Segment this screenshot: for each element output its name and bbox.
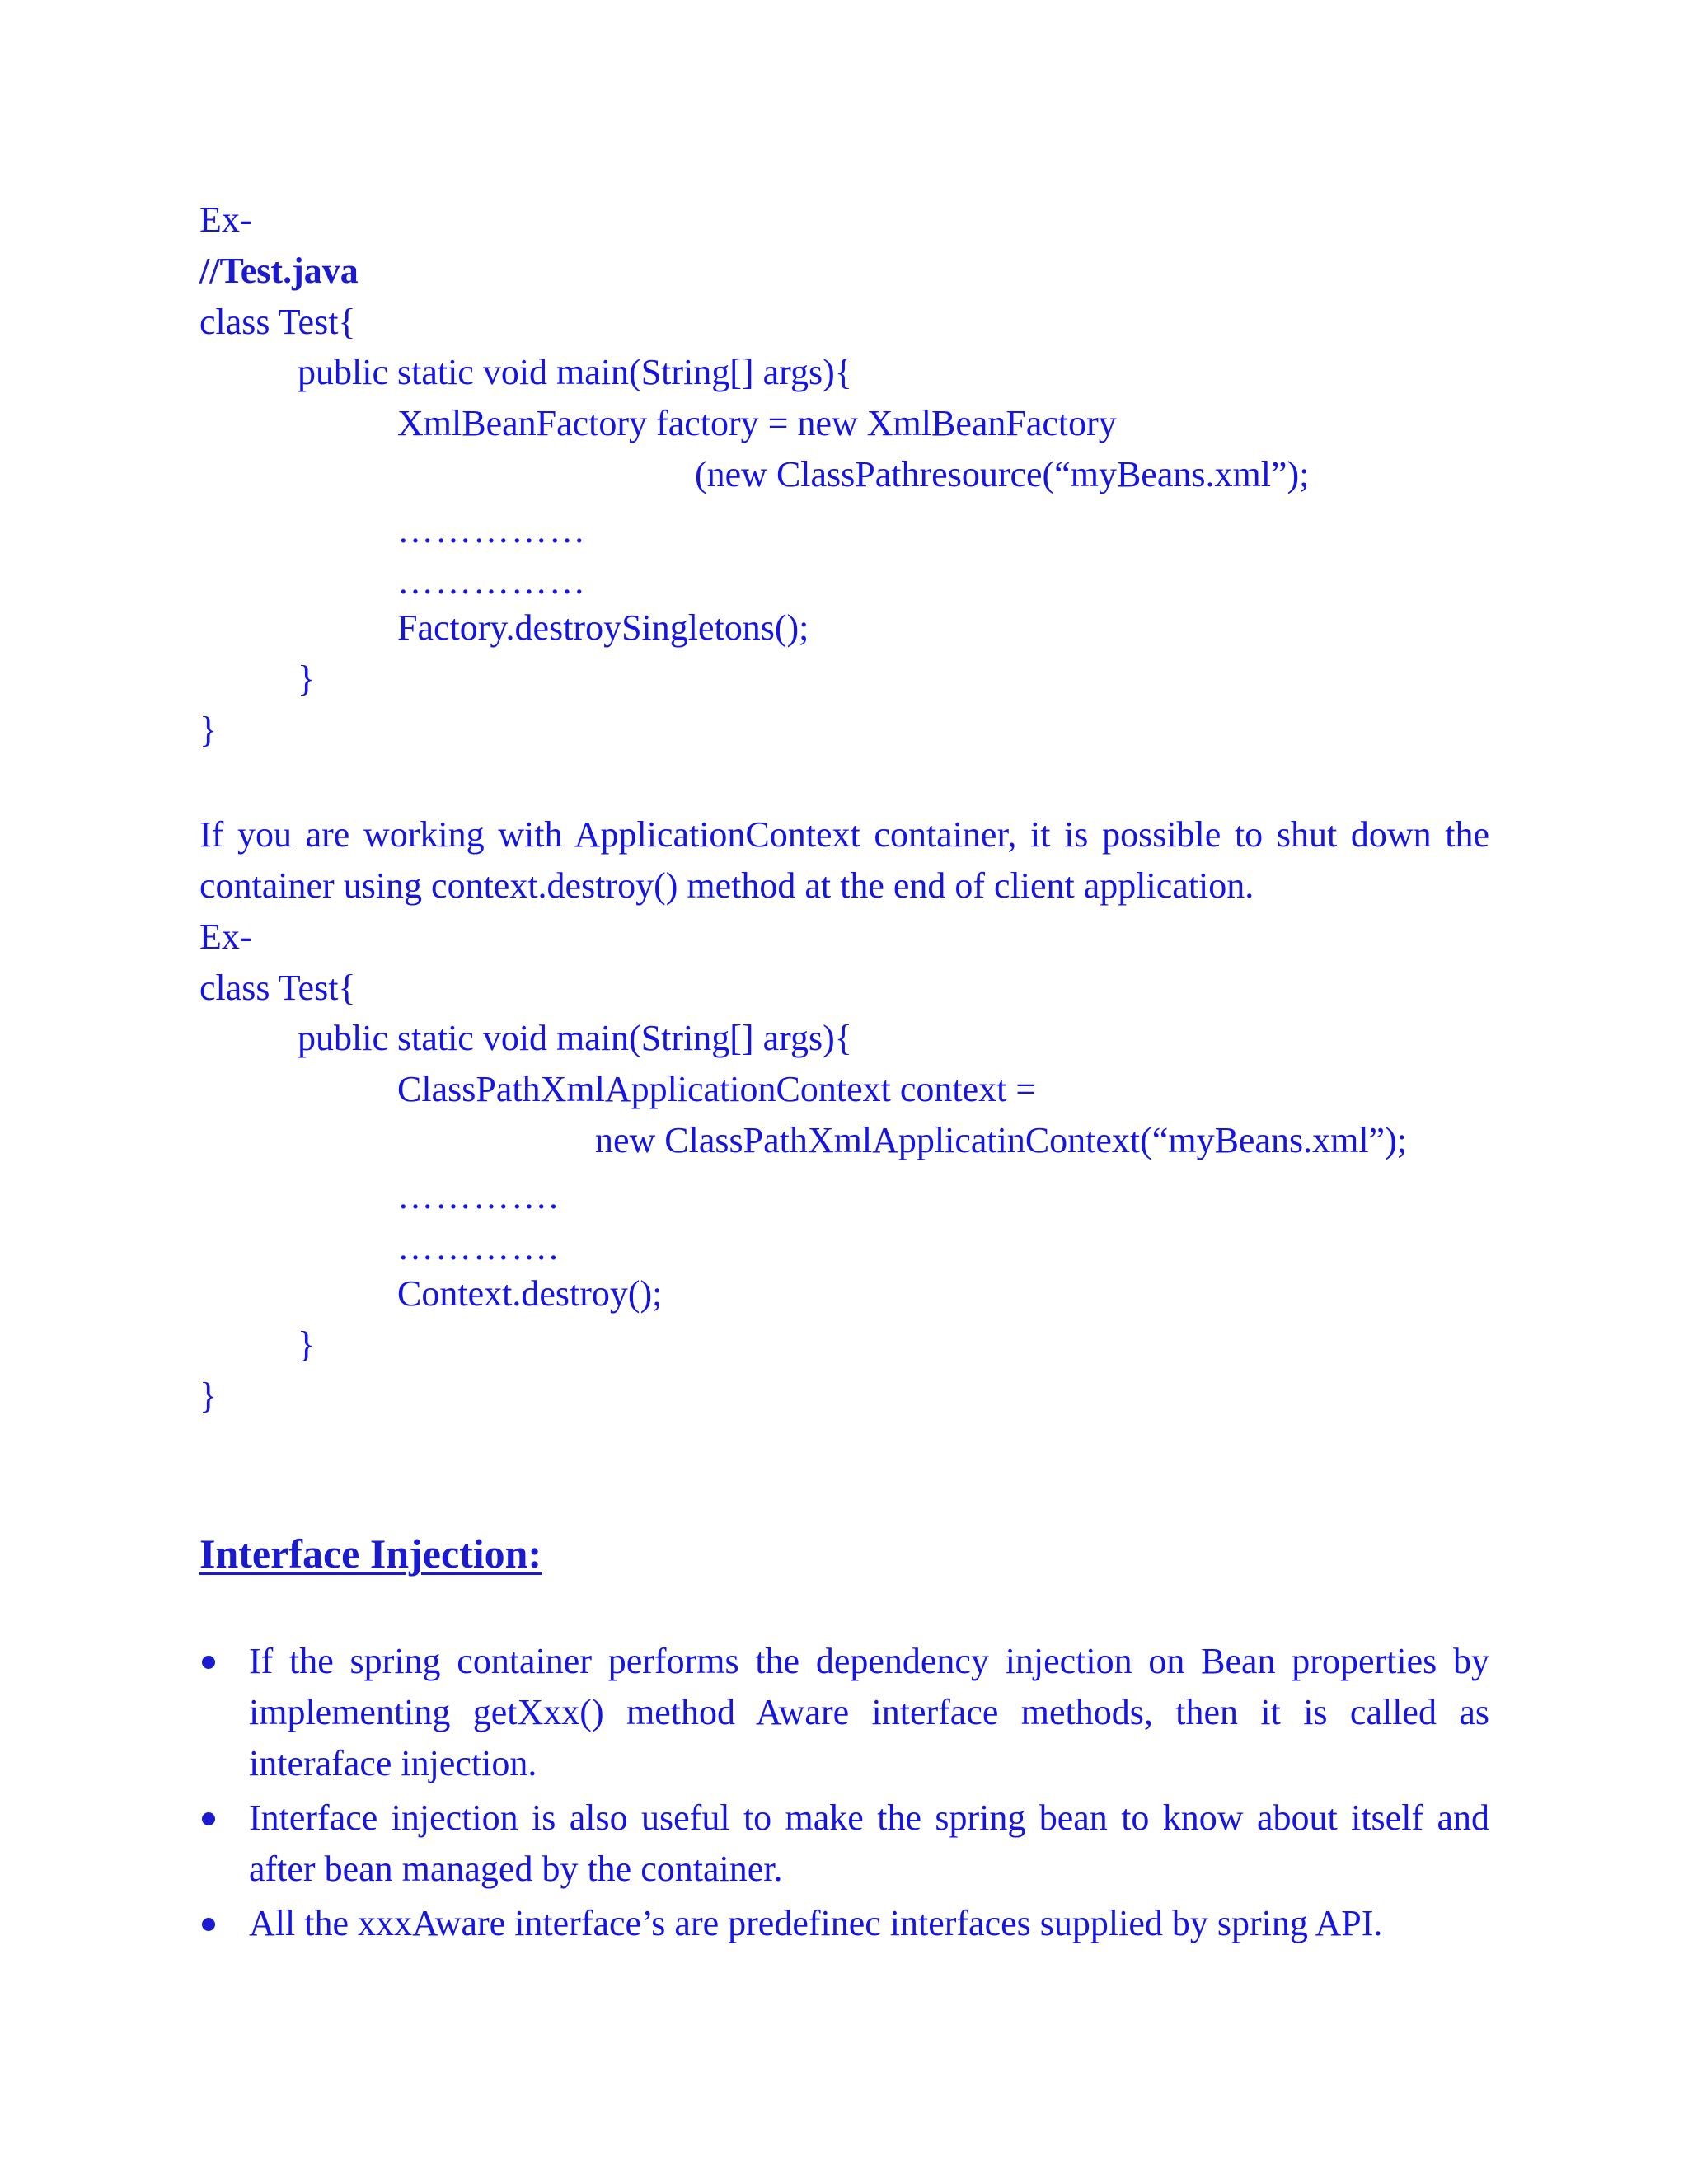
code-ellipsis: …………… <box>397 510 587 551</box>
code-brace: } <box>298 1324 316 1365</box>
code-line: class Test{ <box>199 968 356 1008</box>
list-item-text: If the spring container performs the dependency injection on Bean properties by implementing getXxx() method Aware interface methods, then it is called as interaface injection. <box>249 1641 1489 1783</box>
code-line: class Test{ <box>199 302 356 342</box>
code-line: (new ClassPathresource(“myBeans.xml”); <box>695 454 1310 494</box>
list-item <box>199 1636 1489 1789</box>
example-label: Ex- <box>199 916 252 957</box>
code-ellipsis: …………. <box>397 1176 560 1216</box>
code-line: public static void main(String[] args){ <box>298 1018 852 1058</box>
code-brace: } <box>199 710 218 750</box>
bullet-icon <box>202 1656 215 1669</box>
body-paragraph: If you are working with ApplicationContext container, it is possible to shut down the container using context.destroy() method at the end of client application. <box>199 814 1489 906</box>
code-brace: } <box>298 658 316 699</box>
example-label: Ex- <box>199 199 252 240</box>
code-line: Factory.destroySingletons(); <box>397 607 809 648</box>
code-line: XmlBeanFactory factory = new XmlBeanFactory <box>397 403 1117 443</box>
bullet-icon <box>202 1918 215 1931</box>
file-comment: //Test.java <box>199 251 359 291</box>
list-item-text: Interface injection is also useful to make the spring bean to know about itself and after bean managed by the container. <box>249 1797 1489 1889</box>
code-line: Context.destroy(); <box>397 1273 663 1314</box>
code-ellipsis: …………. <box>397 1227 560 1268</box>
code-brace: } <box>199 1376 218 1416</box>
list-item <box>199 1793 1489 1895</box>
code-line: public static void main(String[] args){ <box>298 352 852 392</box>
list-item-text: All the xxxAware interface’s are predefinec interfaces supplied by spring API. <box>249 1903 1383 1943</box>
code-line: new ClassPathXmlApplicatinContext(“myBeans.xml”); <box>595 1120 1407 1160</box>
code-line: ClassPathXmlApplicationContext context = <box>397 1069 1037 1109</box>
list-item <box>199 1898 1489 1949</box>
code-ellipsis: …………… <box>397 561 587 602</box>
bullet-list <box>199 1636 1489 1952</box>
bullet-icon <box>202 1812 215 1825</box>
section-heading: Interface Injection: <box>199 1530 542 1577</box>
